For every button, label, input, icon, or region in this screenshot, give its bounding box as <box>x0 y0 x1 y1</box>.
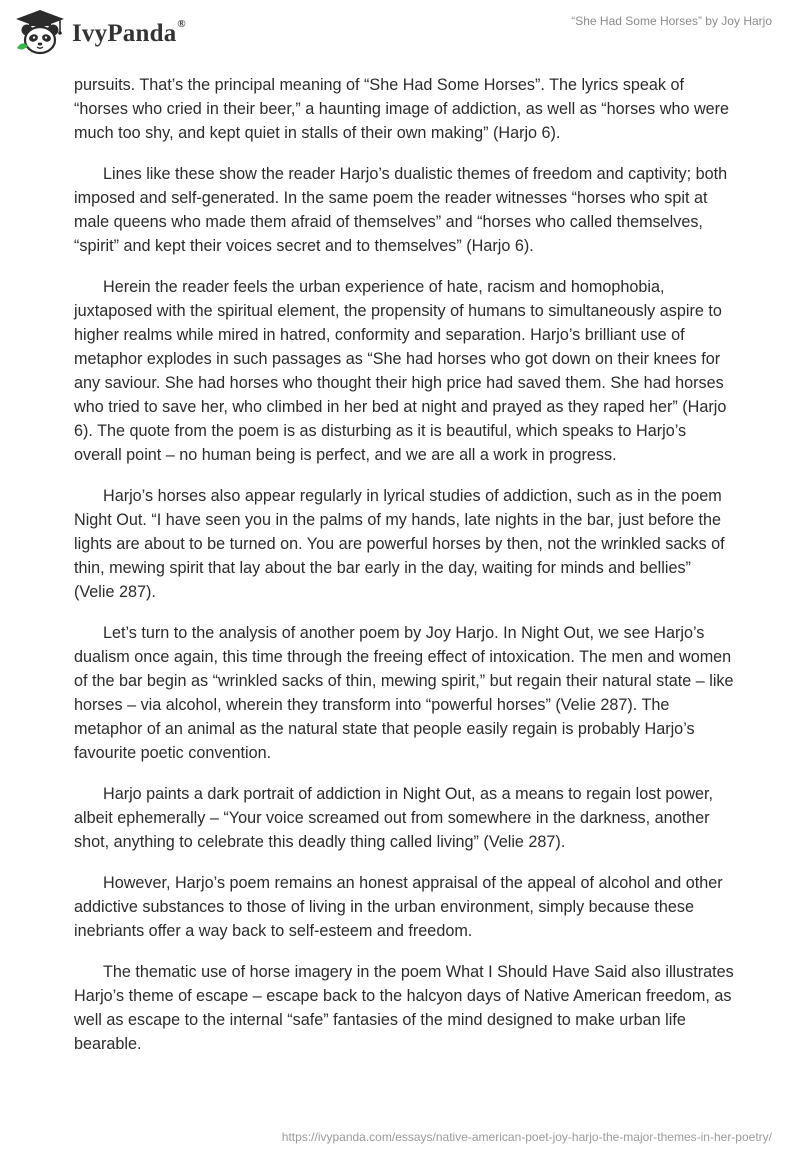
essay-paragraph-4: Harjo’s horses also appear regularly in lyrical studies of addiction, such as in the poem Night Out. “I have seen you in the palms of my hands, late nights in the bar, just before the lights are about to be turned on. You are powerful horses by then, not the wrinkled sacks of thin, mewing spirit that lay about the bar early in the day, waiting for minds and bellies” (Velie 287). <box>74 487 725 601</box>
essay-paragraph-7: However, Harjo’s poem remains an honest appraisal of the appeal of alcohol and other addictive substances to those of living in the urban environment, simply because these inebriants offer a way back to self-esteem and freedom. <box>74 874 723 940</box>
page-header <box>0 0 800 64</box>
brand-name: IvyPanda® <box>72 18 186 47</box>
essay-body <box>74 73 734 1073</box>
essay-paragraph-5: Let’s turn to the analysis of another poem by Joy Harjo. In Night Out, we see Harjo’s dualism once again, this time through the freeing effect of intoxication. The men and women of the bar begin as “wrinkled sacks of thin, mewing spirit,” but regain their natural state – like horses – via alcohol, wherein they transform into “powerful horses” (Velie 287). The metaphor of an animal as the natural state that people easily regain is probably Harjo’s favourite poetic convention. <box>74 624 734 762</box>
essay-paragraph-8: The thematic use of horse imagery in the poem What I Should Have Said also illustrates Harjo’s theme of escape – escape back to the halcyon days of Native American freedom, as well as escape to the internal “safe” fantasies of the mind designed to make urban life bearable. <box>74 963 734 1053</box>
panda-graduate-icon <box>14 8 66 56</box>
registered-mark: ® <box>177 18 186 30</box>
essay-paragraph-1: pursuits. That’s the principal meaning of “She Had Some Horses”. The lyrics speak of “horses who cried in their beer,” a haunting image of addiction, as well as “horses who were much too shy, and kept quiet in stalls of their own making” (Harjo 6). <box>74 76 730 142</box>
source-url[interactable]: https://ivypanda.com/essays/native-american-poet-joy-harjo-the-major-themes-in-her-poetry/ <box>281 1130 772 1144</box>
document-title: “She Had Some Horses” by Joy Harjo <box>571 14 772 28</box>
essay-paragraph-6: Harjo paints a dark portrait of addiction in Night Out, as a means to regain lost power, albeit ephemerally – “Your voice screamed out from somewhere in the darkness, another shot, anything to celebrate this deadly thing called living” (Velie 287). <box>74 785 714 851</box>
brand-logo[interactable] <box>14 8 186 56</box>
essay-paragraph-2: Lines like these show the reader Harjo’s dualistic themes of freedom and captivity; both imposed and self-generated. In the same poem the reader witnesses “horses who spit at male queens who made them afraid of themselves” and “horses who called themselves, “spirit” and kept their voices secret and to themselves” (Harjo 6). <box>74 165 728 255</box>
essay-paragraph-3: Herein the reader feels the urban experience of hate, racism and homophobia, juxtaposed with the spiritual element, the propensity of humans to simultaneously aspire to higher realms while mired in hatred, conformity and separation. Harjo’s brilliant use of metaphor explodes in such passages as “She had horses who got down on their knees for any saviour. She had horses who thought their high price had saved them. She had horses who tried to save her, who climbed in her bed at night and prayed as they raped her” (Harjo 6). The quote from the poem is as disturbing as it is beautiful, which speaks to Harjo’s overall point – no human being is perfect, and we are all a work in progress. <box>74 278 727 464</box>
